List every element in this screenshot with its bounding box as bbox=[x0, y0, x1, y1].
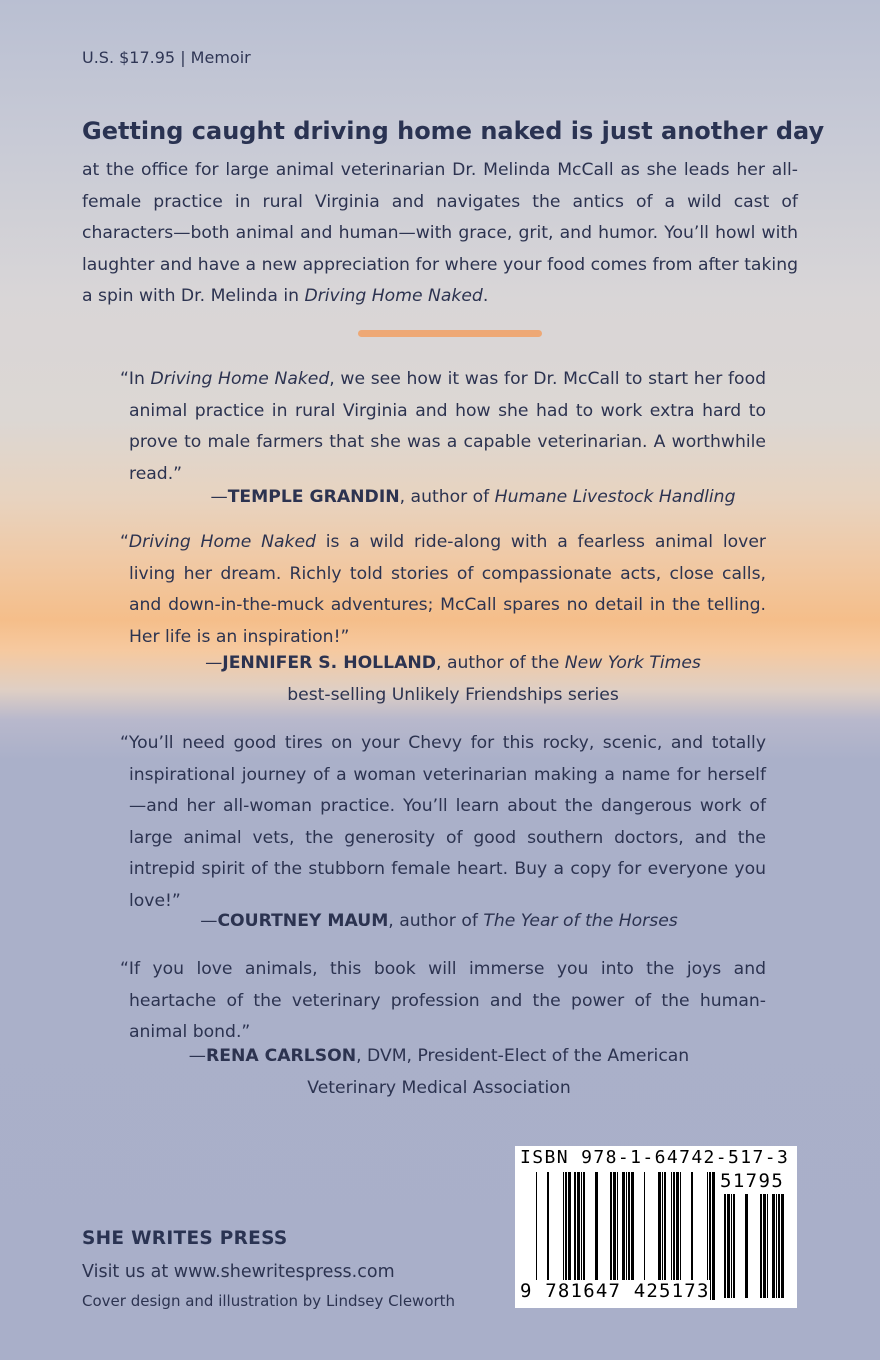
endorsement-quote-2 bbox=[120, 527, 766, 653]
isbn-number: ISBN 978-1-64742-517-3 bbox=[520, 1147, 790, 1168]
barcode-bar bbox=[763, 1194, 766, 1298]
blurb-body-text: at the office for large animal veterinarian Dr. Melinda McCall as she leads her all-female practice in rural Virginia and navigates the antics of a wild cast of characters—both animal and human—with grace, grit, and humor. You’ll howl with laughter and have a new appreciation for where your food comes from after taking a spin with Dr. Melinda in bbox=[82, 160, 798, 306]
endorser-role-3: , author of bbox=[388, 911, 484, 931]
endorsement-attribution-1 bbox=[120, 482, 826, 514]
ean-digits: 9 781647 425173 bbox=[520, 1280, 710, 1302]
endorser-work-1: Humane Livestock Handling bbox=[494, 487, 736, 507]
endorser-name-2: JENNIFER S. HOLLAND bbox=[222, 653, 437, 673]
attribution-dash: — bbox=[188, 1046, 206, 1066]
attribution-dash: — bbox=[200, 911, 218, 931]
barcode-bar bbox=[760, 1194, 762, 1298]
endorsement-attribution-2 bbox=[100, 648, 806, 711]
endorser-name-4: RENA CARLSON bbox=[205, 1046, 357, 1066]
quote-1-book-title: Driving Home Naked bbox=[150, 369, 330, 389]
endorser-name-1: TEMPLE GRANDIN bbox=[227, 487, 400, 507]
barcode-bar bbox=[772, 1194, 775, 1298]
barcode-bar bbox=[781, 1194, 784, 1298]
endorser-role-1: , author of bbox=[399, 487, 495, 507]
price-addon-number: 51795 bbox=[720, 1170, 785, 1192]
endorsement-quote-3: “You’ll need good tires on your Chevy for this rocky, scenic, and totally inspirational journey of a woman veterinarian making a name for herself—and her all-woman practice. You’ll learn about the dangerous work of large animal vets, the generosity of good southern doctors, and the intrepid spirit of the stubborn female heart. Buy a copy for everyone you love!” bbox=[120, 733, 766, 911]
quote-2-open: “ bbox=[120, 532, 129, 552]
endorser-role-2: , author of the bbox=[436, 653, 565, 673]
endorser-work-2: New York Times bbox=[564, 653, 701, 673]
barcode-bar bbox=[727, 1194, 730, 1298]
barcode-bar bbox=[745, 1194, 748, 1298]
endorser-role-4: , DVM, President-Elect of the American bbox=[356, 1046, 690, 1066]
blurb-book-title: Driving Home Naked bbox=[304, 286, 483, 306]
attribution-dash: — bbox=[210, 487, 228, 507]
endorsement-attribution-3 bbox=[86, 906, 792, 938]
endorsement-quote-4: “If you love animals, this book will immerse you into the joys and heartache of the veterinary profession and the power of the human-animal bond.” bbox=[120, 959, 766, 1042]
attribution-2-line-2: best-selling Unlikely Friendships series bbox=[287, 684, 619, 705]
blurb-body-end: . bbox=[482, 286, 489, 306]
endorser-name-3: COURTNEY MAUM bbox=[217, 911, 389, 931]
addon-barcode-icon bbox=[722, 1194, 790, 1298]
barcode-bar bbox=[778, 1194, 780, 1298]
barcode-bar bbox=[776, 1194, 777, 1298]
publisher-name: SHE WRITES PRESS bbox=[82, 1228, 288, 1249]
barcode-bar bbox=[712, 1172, 715, 1300]
decorative-divider bbox=[358, 330, 542, 337]
quote-2-book-title: Driving Home Naked bbox=[128, 532, 316, 552]
publisher-website: Visit us at www.shewritespress.com bbox=[82, 1262, 395, 1282]
barcode-bar bbox=[733, 1194, 735, 1298]
quote-1-open: “In bbox=[120, 369, 151, 389]
endorsement-attribution-4 bbox=[86, 1041, 792, 1104]
barcode-bar bbox=[767, 1194, 768, 1298]
quote-1-text: , we see how it was for Dr. McCall to start her food animal practice in rural Virginia and how she had to work extra hard to prove to male farmers that she was a capable veterinarian. A worthwhile read.” bbox=[129, 369, 766, 484]
barcode-bar bbox=[724, 1194, 726, 1298]
attribution-4-line-2: Veterinary Medical Association bbox=[307, 1077, 571, 1098]
attribution-2-line-1 bbox=[100, 648, 806, 680]
quote-2-text: is a wild ride-along with a fearless animal lover living her dream. Richly told stories of compassionate acts, close calls, and down-in-the-muck adventures; McCall spares no detail in the telling. Her life is an inspiration!” bbox=[129, 532, 766, 647]
book-description bbox=[82, 155, 798, 313]
endorsement-quote-1 bbox=[120, 364, 766, 490]
cover-design-credit: Cover design and illustration by Lindsey Cleworth bbox=[82, 1292, 456, 1310]
price-genre-line: U.S. $17.95 | Memoir bbox=[82, 48, 251, 67]
blurb-headline: Getting caught driving home naked is just another day bbox=[82, 117, 825, 145]
attribution-dash: — bbox=[205, 653, 223, 673]
endorser-work-3: The Year of the Horses bbox=[483, 911, 678, 931]
barcode-bar bbox=[731, 1194, 732, 1298]
attribution-4-line-1 bbox=[86, 1041, 792, 1073]
